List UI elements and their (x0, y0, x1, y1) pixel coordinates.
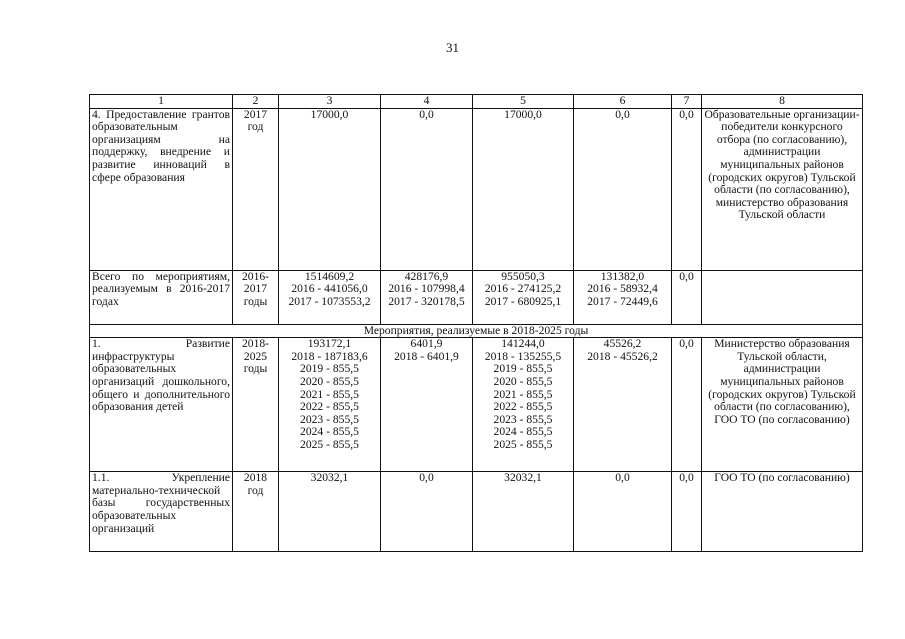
measure-executor: ГОО ТО (по согласованию) (702, 472, 863, 552)
page-number: 31 (446, 40, 459, 55)
funding-other: 0,0 (672, 108, 702, 270)
measure-name: 4. Предоставление грантов образовательным организациям на поддержку, внедрение и развитие инноваций в сфере образования (90, 108, 233, 270)
measure-executor (702, 270, 863, 324)
measure-name: 1.1. Укрепление материально-технической базы государственных образовательных организаций (90, 472, 233, 552)
funding-federal: 428176,9 2016 - 107998,4 2017 - 320178,5 (381, 270, 473, 324)
funding-local: 131382,0 2016 - 58932,4 2017 - 72449,6 (574, 270, 672, 324)
measure-name: Всего по мероприятиям, реализуемым в 2016-2017 годах (90, 270, 233, 324)
measure-period: 2018 год (233, 472, 279, 552)
funding-other: 0,0 (672, 270, 702, 324)
funding-regional: 17000,0 (473, 108, 574, 270)
column-header: 3 (279, 95, 381, 109)
measure-executor: Образовательные организации-победители конкурсного отбора (по согласованию), администрации муниципальных районов (городских округов) Тульской области (по согласованию), министерство образования Тульской области (702, 108, 863, 270)
funding-total: 1514609,2 2016 - 441056,0 2017 - 1073553,2 (279, 270, 381, 324)
funding-total: 193172,1 2018 - 187183,6 2019 - 855,5 2020 - 855,5 2021 - 855,5 2022 - 855,5 2023 - 855,5 2024 - 855,5 2025 - 855,5 (279, 338, 381, 472)
column-header: 6 (574, 95, 672, 109)
column-header: 8 (702, 95, 863, 109)
section-header-row (90, 324, 863, 338)
funding-local: 0,0 (574, 108, 672, 270)
funding-federal: 6401,9 2018 - 6401,9 (381, 338, 473, 472)
column-header: 5 (473, 95, 574, 109)
funding-total: 17000,0 (279, 108, 381, 270)
table-row (90, 270, 863, 324)
measure-executor: Министерство образования Тульской области, администрации муниципальных районов (городских округов) Тульской области (по согласованию), ГОО ТО (по согласованию) (702, 338, 863, 472)
funding-regional: 955050,3 2016 - 274125,2 2017 - 680925,1 (473, 270, 574, 324)
funding-federal: 0,0 (381, 108, 473, 270)
column-header: 4 (381, 95, 473, 109)
column-header: 7 (672, 95, 702, 109)
column-header: 2 (233, 95, 279, 109)
measure-period: 2016-2017 годы (233, 270, 279, 324)
funding-regional: 32032,1 (473, 472, 574, 552)
column-header: 1 (90, 95, 233, 109)
funding-other: 0,0 (672, 338, 702, 472)
program-table (89, 94, 863, 552)
funding-local: 0,0 (574, 472, 672, 552)
funding-local: 45526,2 2018 - 45526,2 (574, 338, 672, 472)
table-row (90, 338, 863, 472)
funding-regional: 141244,0 2018 - 135255,5 2019 - 855,5 2020 - 855,5 2021 - 855,5 2022 - 855,5 2023 - 855,5 2024 - 855,5 2025 - 855,5 (473, 338, 574, 472)
funding-federal: 0,0 (381, 472, 473, 552)
measure-name: 1. Развитие инфраструктуры образовательных организаций дошкольного, общего и дополнительного образования детей (90, 338, 233, 472)
table-row (90, 472, 863, 552)
measure-period: 2017 год (233, 108, 279, 270)
section-title: Мероприятия, реализуемые в 2018-2025 годы (90, 324, 863, 338)
table-row (90, 108, 863, 270)
funding-other: 0,0 (672, 472, 702, 552)
measure-period: 2018-2025 годы (233, 338, 279, 472)
table-header-row (90, 95, 863, 109)
funding-total: 32032,1 (279, 472, 381, 552)
